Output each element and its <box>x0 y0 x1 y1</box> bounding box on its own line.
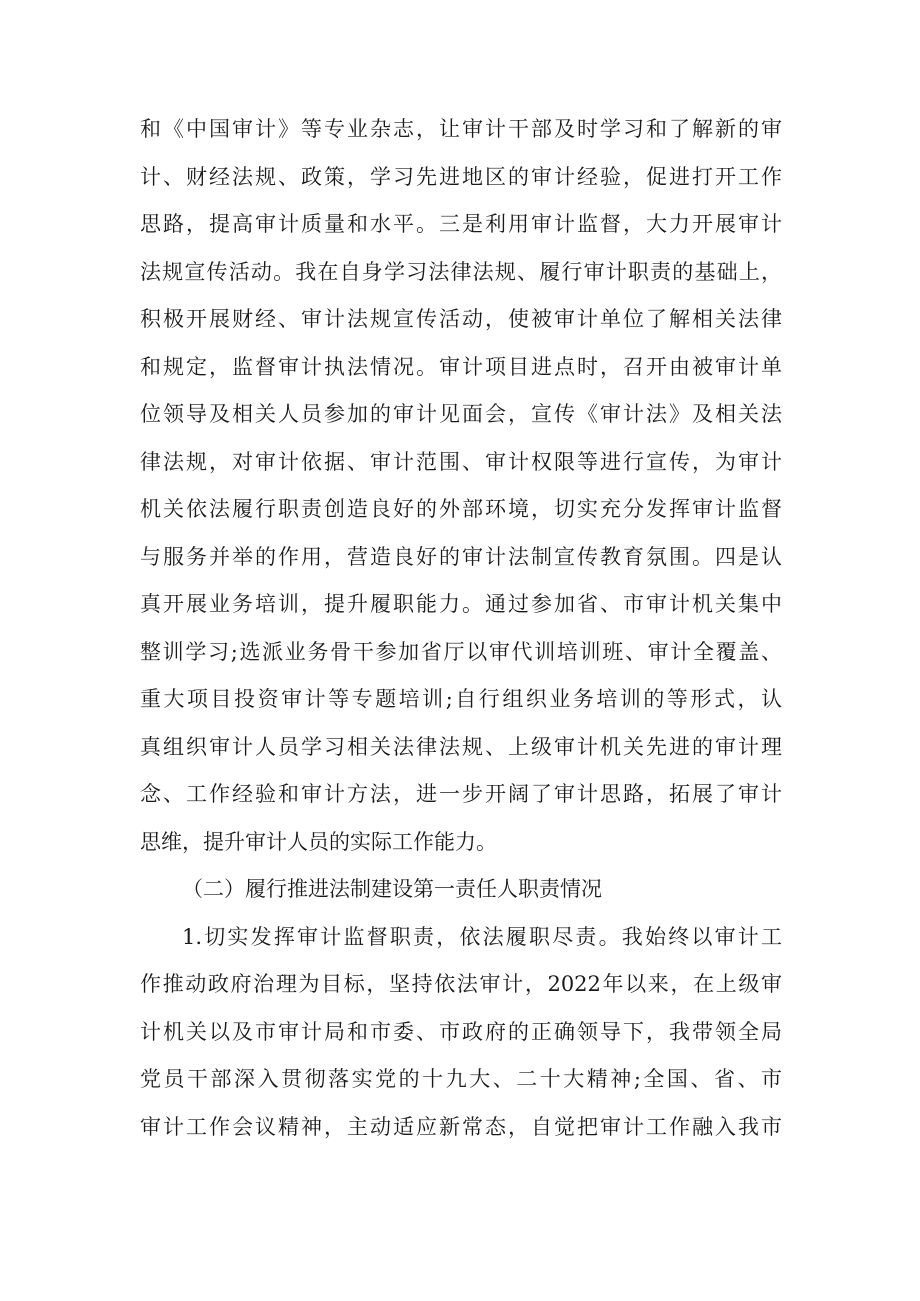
paragraph-end-line: 思维，提升审计人员的实际工作能力。 <box>140 829 497 854</box>
text-line: 和《中国审计》等专业杂志，让审计干部及时学习和了解新的审 <box>140 117 782 141</box>
text-line: 计、财经法规、政策，学习先进地区的审计经验，促进打开工作 <box>140 164 782 189</box>
text-line: 律法规，对审计依据、审计范围、审计权限等进行宣传，为审计 <box>140 449 782 474</box>
text-line: 与服务并举的作用，营造良好的审计法制宣传教育氛围。四是认 <box>140 544 782 569</box>
text-line: 真组织审计人员学习相关法律法规、上级审计机关先进的审计理 <box>140 734 782 759</box>
text-line: 审计工作会议精神，主动适应新常态，自觉把审计工作融入我市 <box>140 1114 782 1139</box>
text-line: 念、工作经验和审计方法，进一步开阔了审计思路，拓展了审计 <box>140 782 782 806</box>
text-line: 法规宣传活动。我在自身学习法律法规、履行审计职责的基础上， <box>140 259 782 284</box>
text-line: 和规定，监督审计执法情况。审计项目进点时，召开由被审计单 <box>140 354 782 379</box>
text-line: 真开展业务培训，提升履职能力。通过参加省、市审计机关集中 <box>140 592 782 616</box>
paragraph-start-line: 1.切实发挥审计监督职责，依法履职尽责。我始终以审计工 <box>182 924 782 949</box>
text-line: 思路，提高审计质量和水平。三是利用审计监督，大力开展审计 <box>140 212 782 236</box>
section-heading: （二）履行推进法制建设第一责任人职责情况 <box>182 877 602 901</box>
text-line: 重大项目投资审计等专题培训;自行组织业务培训的等形式，认 <box>140 687 782 711</box>
text-line: 积极开展财经、审计法规宣传活动，使被审计单位了解相关法律 <box>140 307 782 331</box>
text-line: 计机关以及市审计局和市委、市政府的正确领导下，我带领全局 <box>140 1019 782 1044</box>
text-line: 整训学习;选派业务骨干参加省厅以审代训培训班、审计全覆盖、 <box>140 639 782 664</box>
text-line: 党员干部深入贯彻落实党的十九大、二十大精神;全国、省、市 <box>140 1067 782 1091</box>
text-line: 位领导及相关人员参加的审计见面会，宣传《审计法》及相关法 <box>140 402 782 426</box>
text-line: 作推动政府治理为目标，坚持依法审计，2022年以来，在上级审 <box>140 972 782 996</box>
document-body <box>140 106 782 1151</box>
text-line: 机关依法履行职责创造良好的外部环境，切实充分发挥审计监督 <box>140 497 782 521</box>
